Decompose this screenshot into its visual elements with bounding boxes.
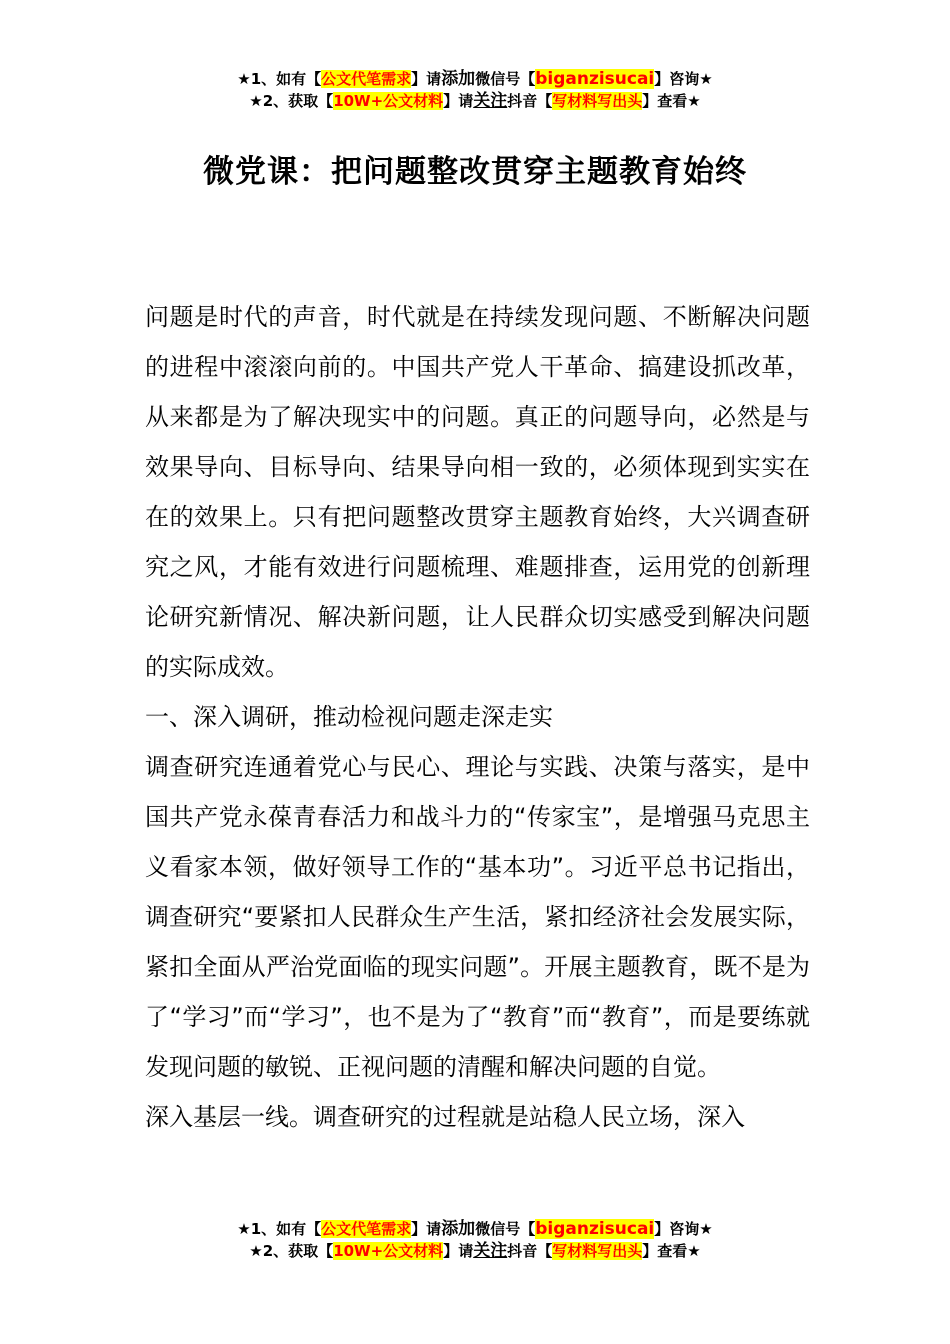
highlight-materials: 10W+公文材料 xyxy=(333,92,444,110)
highlight-douyin-id: 写材料写出头 xyxy=(552,92,643,110)
paragraph-research: 调查研究连通着党心与民心、理论与实践、决策与落实，是中国共产党永葆青春活力和战斗力的“传家宝”，是增强马克思主义看家本领，做好领导工作的“基本功”。习近平总书记指出，调查研究“要紧扣人民群众生产生活，紧扣经济社会发展实际，紧扣全面从严治党面临的现实问题”。开展主题教育，既不是为了“学习”而“学习”，也不是为了“教育”而“教育”，而是要练就发现问题的敏锐、正视问题的清醒和解决问题的自觉。 xyxy=(145,753,810,1081)
banner-line-1 xyxy=(0,1218,950,1240)
banner-text: 抖音【 xyxy=(507,1242,553,1260)
document-title: 微党课：把问题整改贯穿主题教育始终 xyxy=(203,154,747,190)
banner-emphasis: 关注 xyxy=(473,1241,508,1261)
highlight-douyin-id: 写材料写出头 xyxy=(552,1242,643,1260)
banner-text: 】查看★ xyxy=(642,1242,701,1260)
banner-emphasis: 添加 xyxy=(441,1219,476,1239)
section-heading-1: 一、深入调研，推动检视问题走深走实 xyxy=(145,703,553,731)
document-body xyxy=(145,292,810,1142)
banner-text: 】咨询★ xyxy=(654,1220,713,1238)
highlight-service: 公文代笔需求 xyxy=(321,70,412,88)
banner-text: 】请 xyxy=(443,92,474,110)
banner-text: ★1、如有【 xyxy=(237,1220,322,1238)
highlight-wechat-id: biganzisucai xyxy=(535,69,655,89)
banner-text: 】咨询★ xyxy=(654,70,713,88)
paragraph-grassroots: 深入基层一线。调查研究的过程就是站稳人民立场，深入 xyxy=(145,1103,745,1131)
banner-line-2 xyxy=(0,90,950,112)
banner-line-2 xyxy=(0,1240,950,1262)
banner-text: ★1、如有【 xyxy=(237,70,322,88)
banner-text: 】请 xyxy=(443,1242,474,1260)
banner-text: 微信号【 xyxy=(475,70,536,88)
banner-emphasis: 关注 xyxy=(473,91,508,111)
banner-text: 微信号【 xyxy=(475,1220,536,1238)
banner-text: 】查看★ xyxy=(642,92,701,110)
header-banner xyxy=(0,68,950,112)
banner-text: 】请 xyxy=(411,70,442,88)
highlight-wechat-id: biganzisucai xyxy=(535,1219,655,1239)
banner-text: ★2、获取【 xyxy=(249,92,334,110)
banner-emphasis: 添加 xyxy=(441,69,476,89)
banner-text: 抖音【 xyxy=(507,92,553,110)
banner-text: 】请 xyxy=(411,1220,442,1238)
footer-banner xyxy=(0,1218,950,1262)
banner-line-1 xyxy=(0,68,950,90)
paragraph-intro: 问题是时代的声音，时代就是在持续发现问题、不断解决问题的进程中滚滚向前的。中国共产党人干革命、搞建设抓改革，从来都是为了解决现实中的问题。真正的问题导向，必然是与效果导向、目标导向、结果导向相一致的，必须体现到实实在在的效果上。只有把问题整改贯穿主题教育始终，大兴调查研究之风，才能有效进行问题梳理、难题排查，运用党的创新理论研究新情况、解决新问题，让人民群众切实感受到解决问题的实际成效。 xyxy=(145,303,810,681)
highlight-service: 公文代笔需求 xyxy=(321,1220,412,1238)
banner-text: ★2、获取【 xyxy=(249,1242,334,1260)
highlight-materials: 10W+公文材料 xyxy=(333,1242,444,1260)
